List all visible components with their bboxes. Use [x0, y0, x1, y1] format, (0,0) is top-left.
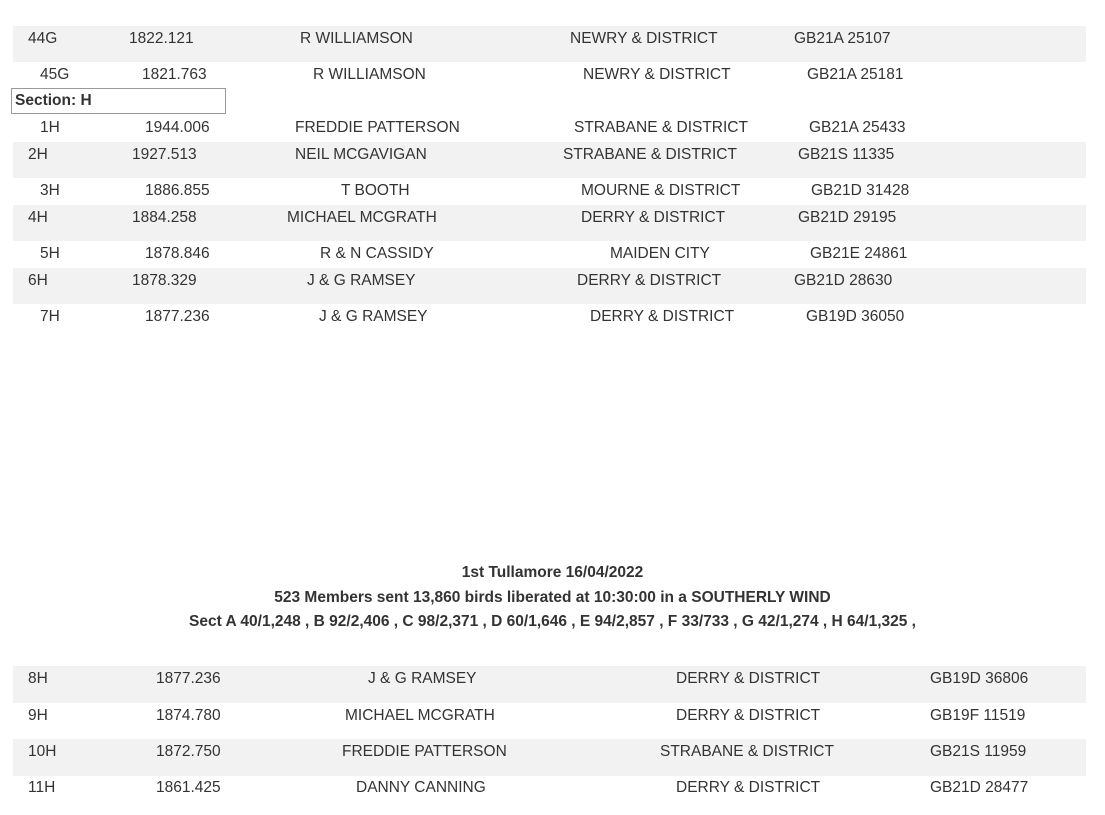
- velocity-cell: 1877.236: [145, 308, 210, 325]
- club-cell: STRABANE & DISTRICT: [574, 119, 748, 136]
- rank-cell: 44G: [28, 30, 58, 47]
- ring-cell: GB21A 25107: [794, 30, 891, 47]
- club-cell: DERRY & DISTRICT: [581, 209, 726, 226]
- club-cell: STRABANE & DISTRICT: [563, 146, 737, 163]
- club-cell: DERRY & DISTRICT: [676, 707, 821, 724]
- name-cell: J & G RAMSEY: [319, 308, 428, 325]
- race-summary: 523 Members sent 13,860 birds liberated at 10:30:00 in a SOUTHERLY WIND: [274, 589, 831, 606]
- rank-cell: 10H: [28, 743, 57, 760]
- ring-cell: GB21D 31428: [811, 182, 910, 199]
- name-cell: MICHAEL MCGRATH: [287, 209, 437, 226]
- velocity-cell: 1822.121: [129, 30, 194, 47]
- club-cell: MOURNE & DISTRICT: [581, 182, 741, 199]
- section-label: Section: H: [11, 88, 226, 114]
- name-cell: R WILLIAMSON: [313, 66, 426, 83]
- club-cell: MAIDEN CITY: [610, 245, 710, 262]
- ring-cell: GB19D 36050: [806, 308, 905, 325]
- name-cell: J & G RAMSEY: [307, 272, 416, 289]
- rank-cell: 45G: [40, 66, 70, 83]
- velocity-cell: 1878.846: [145, 245, 210, 262]
- velocity-cell: 1874.780: [156, 707, 221, 724]
- name-cell: NEIL MCGAVIGAN: [295, 146, 427, 163]
- ring-cell: GB21D 28630: [794, 272, 893, 289]
- name-cell: FREDDIE PATTERSON: [342, 743, 507, 760]
- rank-cell: 2H: [28, 146, 48, 163]
- ring-cell: GB21S 11959: [930, 743, 1027, 760]
- rank-cell: 9H: [28, 707, 48, 724]
- club-cell: DERRY & DISTRICT: [676, 670, 821, 687]
- ring-cell: GB21E 24861: [810, 245, 908, 262]
- velocity-cell: 1944.006: [145, 119, 210, 136]
- ring-cell: GB21A 25181: [807, 66, 904, 83]
- club-cell: DERRY & DISTRICT: [676, 779, 821, 796]
- velocity-cell: 1821.763: [142, 66, 207, 83]
- ring-cell: GB21S 11335: [798, 146, 895, 163]
- rank-cell: 4H: [28, 209, 48, 226]
- rank-cell: 11H: [28, 779, 56, 796]
- ring-cell: GB19F 11519: [930, 707, 1026, 724]
- name-cell: DANNY CANNING: [356, 779, 486, 796]
- rank-cell: 3H: [40, 182, 60, 199]
- club-cell: STRABANE & DISTRICT: [660, 743, 834, 760]
- rank-cell: 6H: [28, 272, 48, 289]
- name-cell: R & N CASSIDY: [320, 245, 434, 262]
- rank-cell: 7H: [40, 308, 60, 325]
- name-cell: J & G RAMSEY: [368, 670, 477, 687]
- velocity-cell: 1878.329: [132, 272, 197, 289]
- club-cell: DERRY & DISTRICT: [577, 272, 722, 289]
- ring-cell: GB21D 28477: [930, 779, 1029, 796]
- velocity-cell: 1861.425: [156, 779, 221, 796]
- velocity-cell: 1886.855: [145, 182, 210, 199]
- name-cell: FREDDIE PATTERSON: [295, 119, 460, 136]
- velocity-cell: 1927.513: [132, 146, 197, 163]
- club-cell: NEWRY & DISTRICT: [583, 66, 731, 83]
- velocity-cell: 1877.236: [156, 670, 221, 687]
- club-cell: NEWRY & DISTRICT: [570, 30, 718, 47]
- velocity-cell: 1884.258: [132, 209, 197, 226]
- rank-cell: 5H: [40, 245, 60, 262]
- name-cell: MICHAEL MCGRATH: [345, 707, 495, 724]
- race-title: 1st Tullamore 16/04/2022: [461, 564, 644, 581]
- name-cell: R WILLIAMSON: [300, 30, 413, 47]
- velocity-cell: 1872.750: [156, 743, 221, 760]
- ring-cell: GB21A 25433: [809, 119, 906, 136]
- ring-cell: GB21D 29195: [798, 209, 897, 226]
- name-cell: T BOOTH: [341, 182, 410, 199]
- section-totals: Sect A 40/1,248 , B 92/2,406 , C 98/2,371 , D 60/1,646 , E 94/2,857 , F 33/733 , G 42/1,274 , H 64/1,325 ,: [189, 613, 916, 630]
- club-cell: DERRY & DISTRICT: [590, 308, 735, 325]
- rank-cell: 8H: [28, 670, 48, 687]
- ring-cell: GB19D 36806: [930, 670, 1029, 687]
- rank-cell: 1H: [40, 119, 60, 136]
